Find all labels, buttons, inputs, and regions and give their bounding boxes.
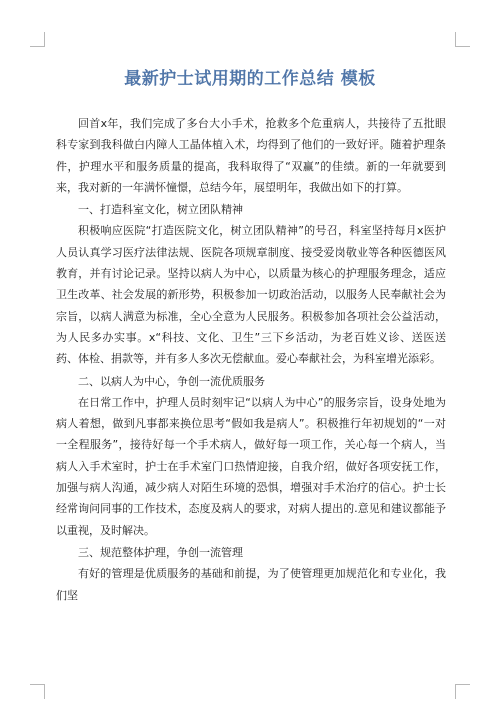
- section-heading-1: 一、打造科室文化，树立团队精神: [78, 203, 243, 217]
- paragraph-intro: 回首x年，我们完成了多台大小手术，抢救多个危重病人，共接待了五批眼科专家到我科做白内障人工晶体植入术，均得到了他们的一致好评。随着护理条件，护理水平和服务质量的提高，我科取得了“双赢”的佳绩。新的一年就要到来，我对新的一年满怀憧憬，总结今年，展望明年，我做出如下的打算。: [56, 117, 446, 194]
- paragraph-service: 在日常工作中，护理人员时刻牢记“以病人为中心”的服务宗旨，设身处地为病人着想，做到凡事都来换位思考“假如我是病人”。积极推行年初规划的“一对一全程服务”，接待好每一个手术病人，做好每一项工作，关心每一个病人，当病人入手术室时，护士在手术室门口热情迎接，自我介绍，做好各项安抚工作，加强与病人沟通，减少病人对陌生环境的恐惧，增强对手术治疗的信心。护士长经常询问同事的工作技术，态度及病人的要求，对病人提出的.意见和建议都能予以重视，及时解决。: [56, 395, 446, 537]
- crop-mark-bottom-right: [455, 684, 470, 699]
- section-heading-3: 三、规范整体护理，争创一流管理: [78, 545, 243, 559]
- document-title: 最新护士试用期的工作总结 模板: [124, 69, 376, 89]
- paragraph-management: 有好的管理是优质服务的基础和前提，为了使管理更加规范化和专业化，我们坚: [56, 567, 446, 602]
- crop-mark-top-left: [30, 32, 45, 47]
- section-heading-2: 二、以病人为中心，争创一流优质服务: [78, 374, 265, 388]
- paragraph-culture: 积极响应医院“打造医院文化，树立团队精神”的号召，科室坚持每月x医护人员认真学习医疗法律法规、医院各项规章制度、接受爱岗敬业等各种医德医风教育，并有讨论记录。坚持以病人为中心，以质量为核心的护理服务理念，适应卫生改革、社会发展的新形势，积极参加一切政治活动，以服务人民奉献社会为宗旨，以病人满意为标准，全心全意为人民服务。积极参加各项社会公益活动，为人民多办实事。x“科技、文化、卫生”三下乡活动，为老百姓义诊、送医送药、体检、捐款等，并有多人多次无偿献血。爱心奉献社会，为科室增光添彩。: [56, 224, 446, 366]
- crop-mark-top-right: [455, 32, 470, 47]
- crop-mark-bottom-left: [30, 684, 45, 699]
- document-body: [56, 113, 446, 606]
